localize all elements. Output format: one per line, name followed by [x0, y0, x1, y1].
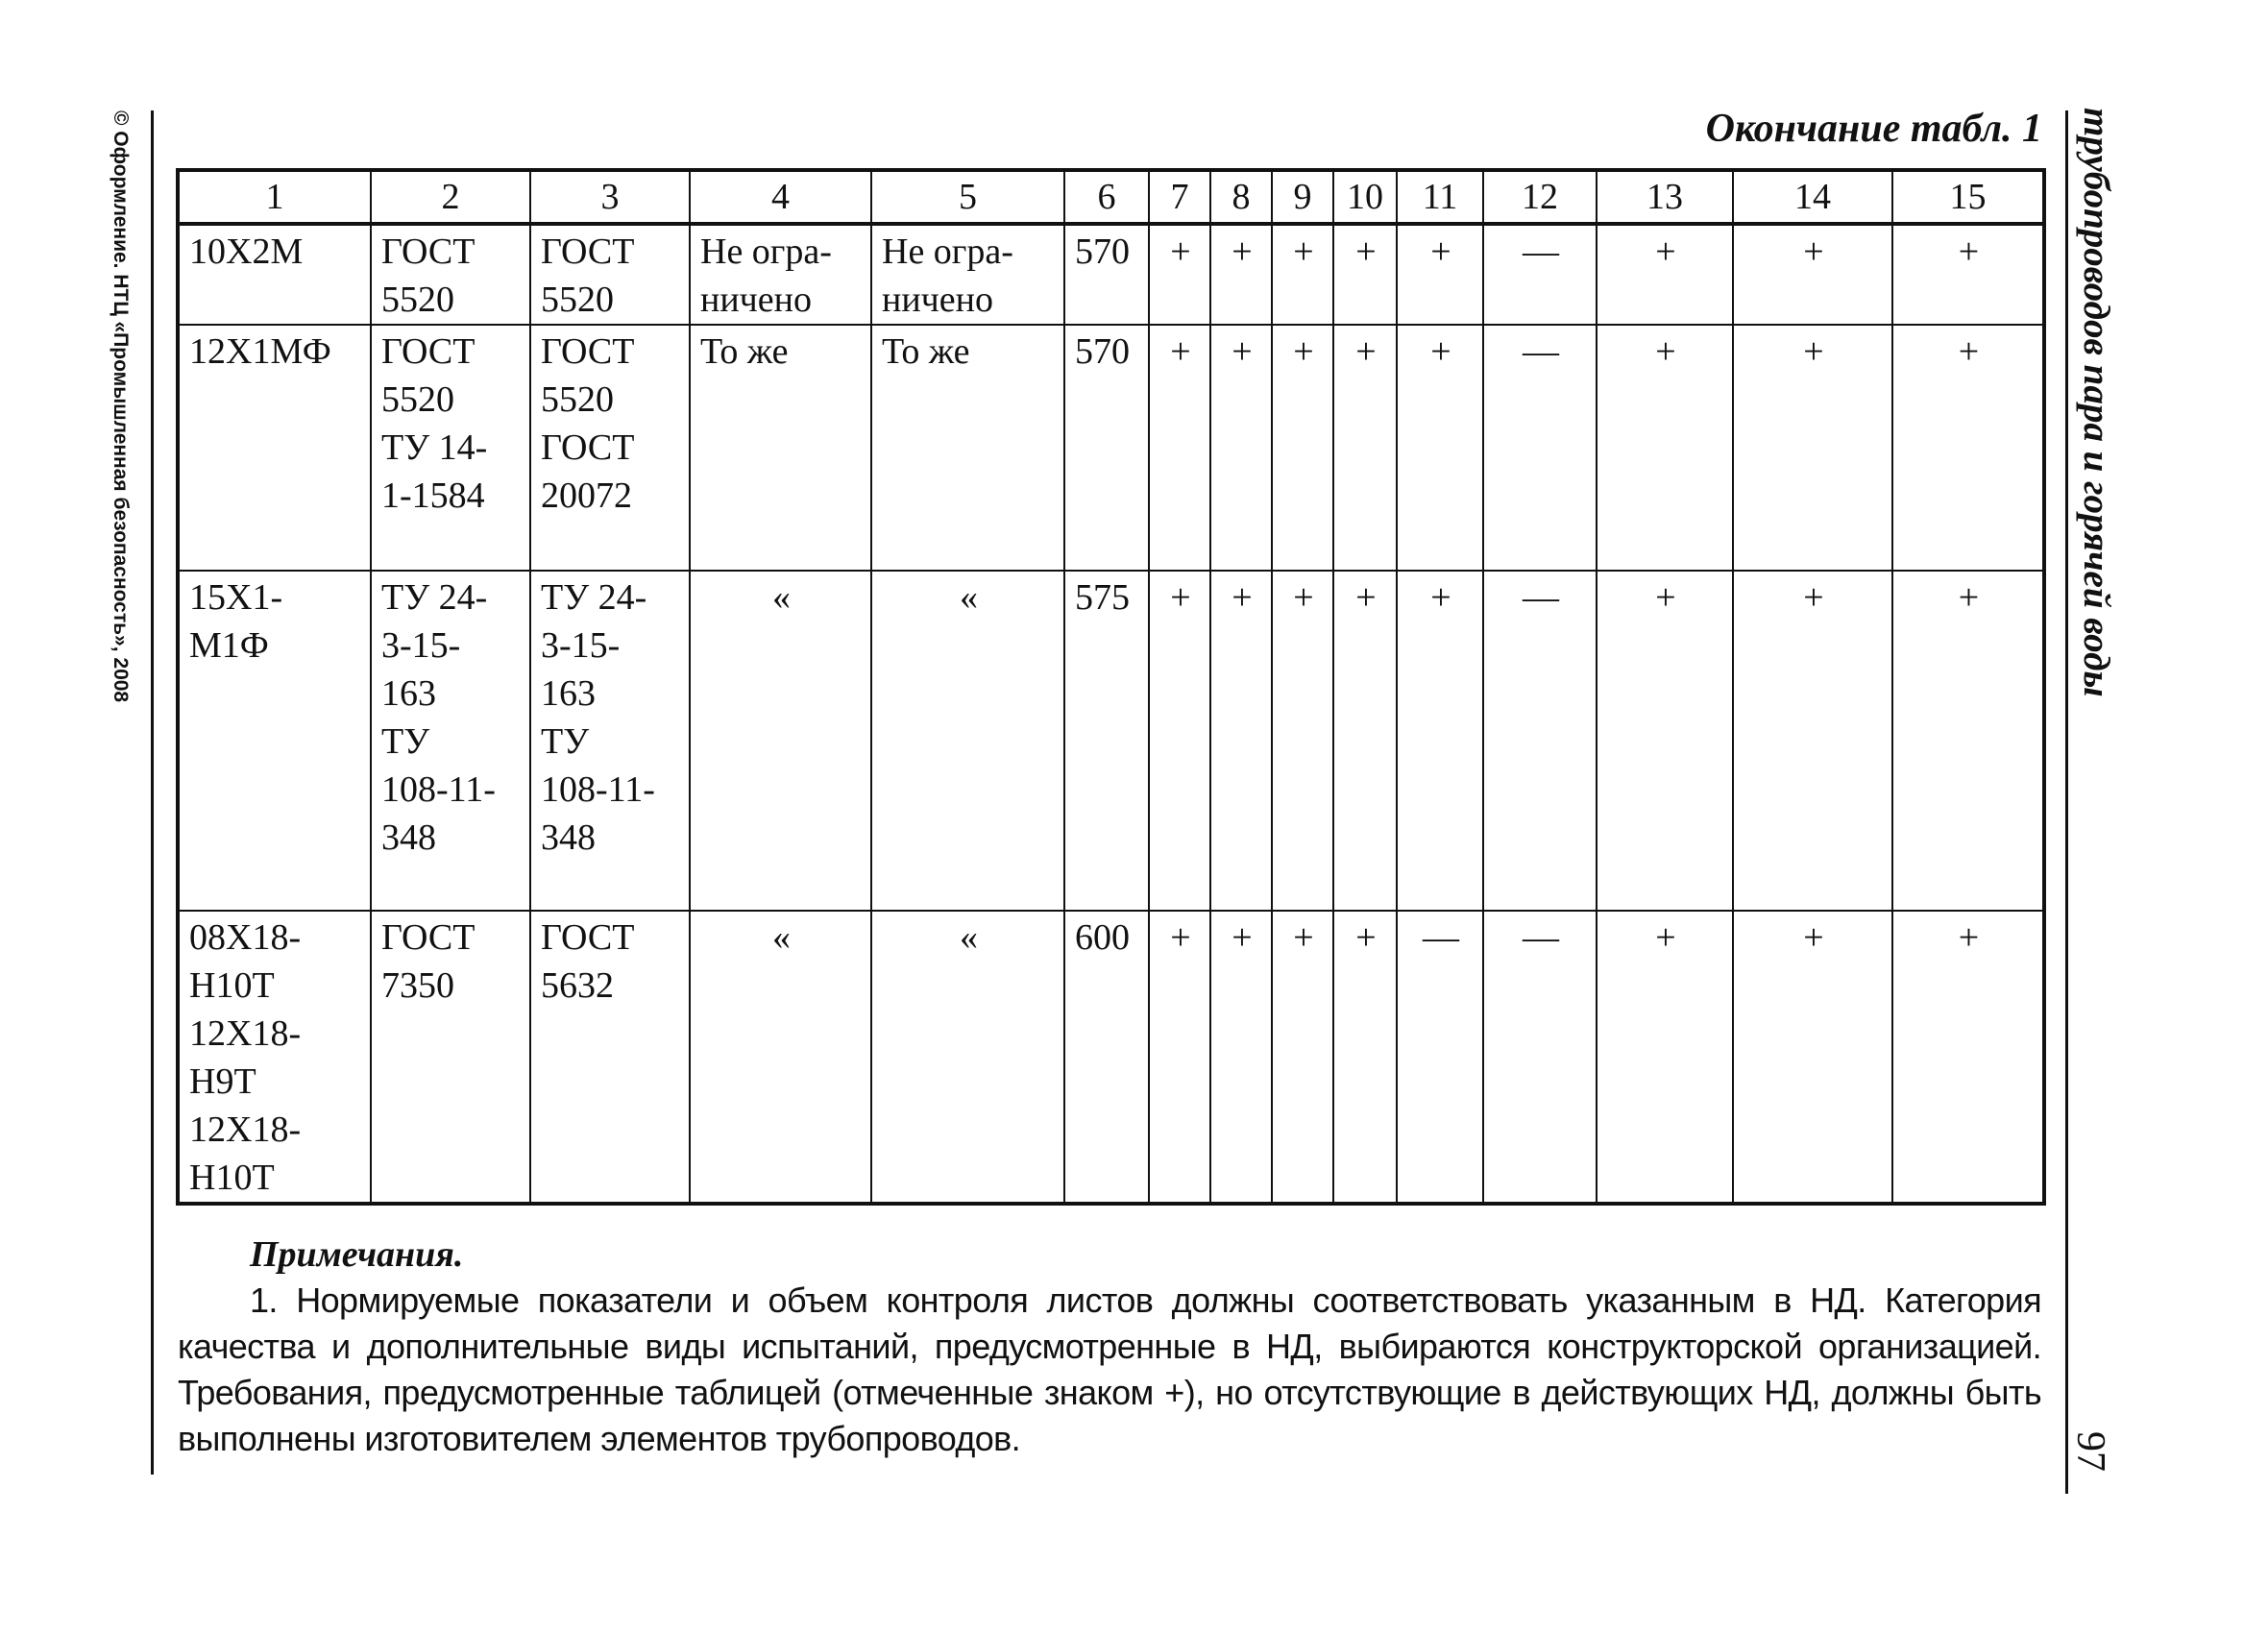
table-cell: + [1272, 911, 1333, 1204]
column-header: 12 [1483, 170, 1597, 224]
column-header: 11 [1397, 170, 1483, 224]
table-cell: ГОСТ 5520 ТУ 14- 1-1584 [371, 325, 530, 571]
column-header: 5 [871, 170, 1064, 224]
table-cell: + [1149, 224, 1210, 325]
right-margin-rule [2065, 110, 2068, 1494]
table-cell: — [1483, 224, 1597, 325]
table-cell: ГОСТ 5520 [530, 224, 690, 325]
table-cell: « [690, 571, 871, 911]
table-row [178, 224, 2044, 325]
table-cell: + [1333, 911, 1397, 1204]
table-cell: + [1210, 224, 1272, 325]
table-cell: + [1397, 224, 1483, 325]
table-cell: + [1397, 571, 1483, 911]
table-cell: 600 [1064, 911, 1149, 1204]
table-cell: + [1210, 325, 1272, 571]
table-cell: ГОСТ 5632 [530, 911, 690, 1204]
table-cell: + [1333, 224, 1397, 325]
table-cell: + [1733, 911, 1892, 1204]
table-cell: ТУ 24- 3-15- 163 ТУ 108-11- 348 [530, 571, 690, 911]
table-cell: То же [690, 325, 871, 571]
table-cell: + [1597, 325, 1733, 571]
table-cell: — [1483, 911, 1597, 1204]
table-row [178, 911, 2044, 1204]
copyright-margin-text: © Оформление. НТЦ «Промышленная безопасность», 2008 [110, 110, 132, 703]
table-cell: 12Х1МФ [178, 325, 371, 571]
page-number: 97 [2068, 1431, 2112, 1472]
table-cell: 08Х18- Н10Т 12Х18- Н9Т 12Х18- Н10Т [178, 911, 371, 1204]
table-cell: ГОСТ 7350 [371, 911, 530, 1204]
table-cell: + [1892, 571, 2044, 911]
table-cell: ТУ 24- 3-15- 163 ТУ 108-11- 348 [371, 571, 530, 911]
column-header: 7 [1149, 170, 1210, 224]
column-header: 15 [1892, 170, 2044, 224]
table-cell: 570 [1064, 325, 1149, 571]
table-cell: — [1483, 571, 1597, 911]
table-caption: Окончание табл. 1 [1705, 107, 2042, 151]
table-cell: + [1892, 325, 2044, 571]
table-cell: + [1733, 325, 1892, 571]
column-header: 14 [1733, 170, 1892, 224]
column-header: 6 [1064, 170, 1149, 224]
table-cell: ГОСТ 5520 ГОСТ 20072 [530, 325, 690, 571]
table-cell: — [1483, 325, 1597, 571]
note-item: 1. Нормируемые показатели и объем контроля листов должны соответствовать указанным в НД. Категория качества и дополнительные виды испытаний, предусмотренные в НД, выбираются конструкторской организацией. Требования, предусмотренные таблицей (отмеченные знаком +), но отсутствующие в действующих НД, должны быть выполнены изготовителем элементов трубопроводов. [178, 1280, 2041, 1458]
table-cell: + [1892, 911, 2044, 1204]
table-cell: То же [871, 325, 1064, 571]
table-cell: 570 [1064, 224, 1149, 325]
table-cell: — [1397, 911, 1483, 1204]
column-header: 3 [530, 170, 690, 224]
column-header: 2 [371, 170, 530, 224]
table-cell: + [1210, 911, 1272, 1204]
column-header: 8 [1210, 170, 1272, 224]
table-cell: + [1397, 325, 1483, 571]
table-cell: + [1733, 571, 1892, 911]
table-cell: + [1597, 224, 1733, 325]
table-cell: ГОСТ 5520 [371, 224, 530, 325]
table-cell: + [1149, 571, 1210, 911]
table-cell: Не огра- ничено [690, 224, 871, 325]
column-header: 13 [1597, 170, 1733, 224]
table-cell: + [1597, 911, 1733, 1204]
table-cell: « [871, 571, 1064, 911]
table-cell: Не огра- ничено [871, 224, 1064, 325]
table-cell: « [871, 911, 1064, 1204]
table-row [178, 571, 2044, 911]
table-cell: + [1733, 224, 1892, 325]
table-header-row [178, 170, 2044, 224]
running-title: трубопроводов пара и горячей воды [2076, 108, 2117, 697]
column-header: 10 [1333, 170, 1397, 224]
table-cell: + [1149, 325, 1210, 571]
table-cell: + [1333, 325, 1397, 571]
table-cell: + [1210, 571, 1272, 911]
materials-table [176, 168, 2046, 1206]
table-cell: + [1272, 571, 1333, 911]
table-cell: « [690, 911, 871, 1204]
table-row [178, 325, 2044, 571]
table-cell: + [1149, 911, 1210, 1204]
column-header: 9 [1272, 170, 1333, 224]
notes-section [178, 1232, 2041, 1462]
column-header: 1 [178, 170, 371, 224]
table-cell: + [1892, 224, 2044, 325]
table-cell: + [1597, 571, 1733, 911]
table-cell: + [1272, 224, 1333, 325]
table-cell: 15Х1- М1Ф [178, 571, 371, 911]
table-cell: + [1333, 571, 1397, 911]
table-cell: + [1272, 325, 1333, 571]
table-cell: 575 [1064, 571, 1149, 911]
table-cell: 10Х2М [178, 224, 371, 325]
notes-title: Примечания. [250, 1234, 464, 1275]
column-header: 4 [690, 170, 871, 224]
left-margin-rule [151, 110, 154, 1475]
